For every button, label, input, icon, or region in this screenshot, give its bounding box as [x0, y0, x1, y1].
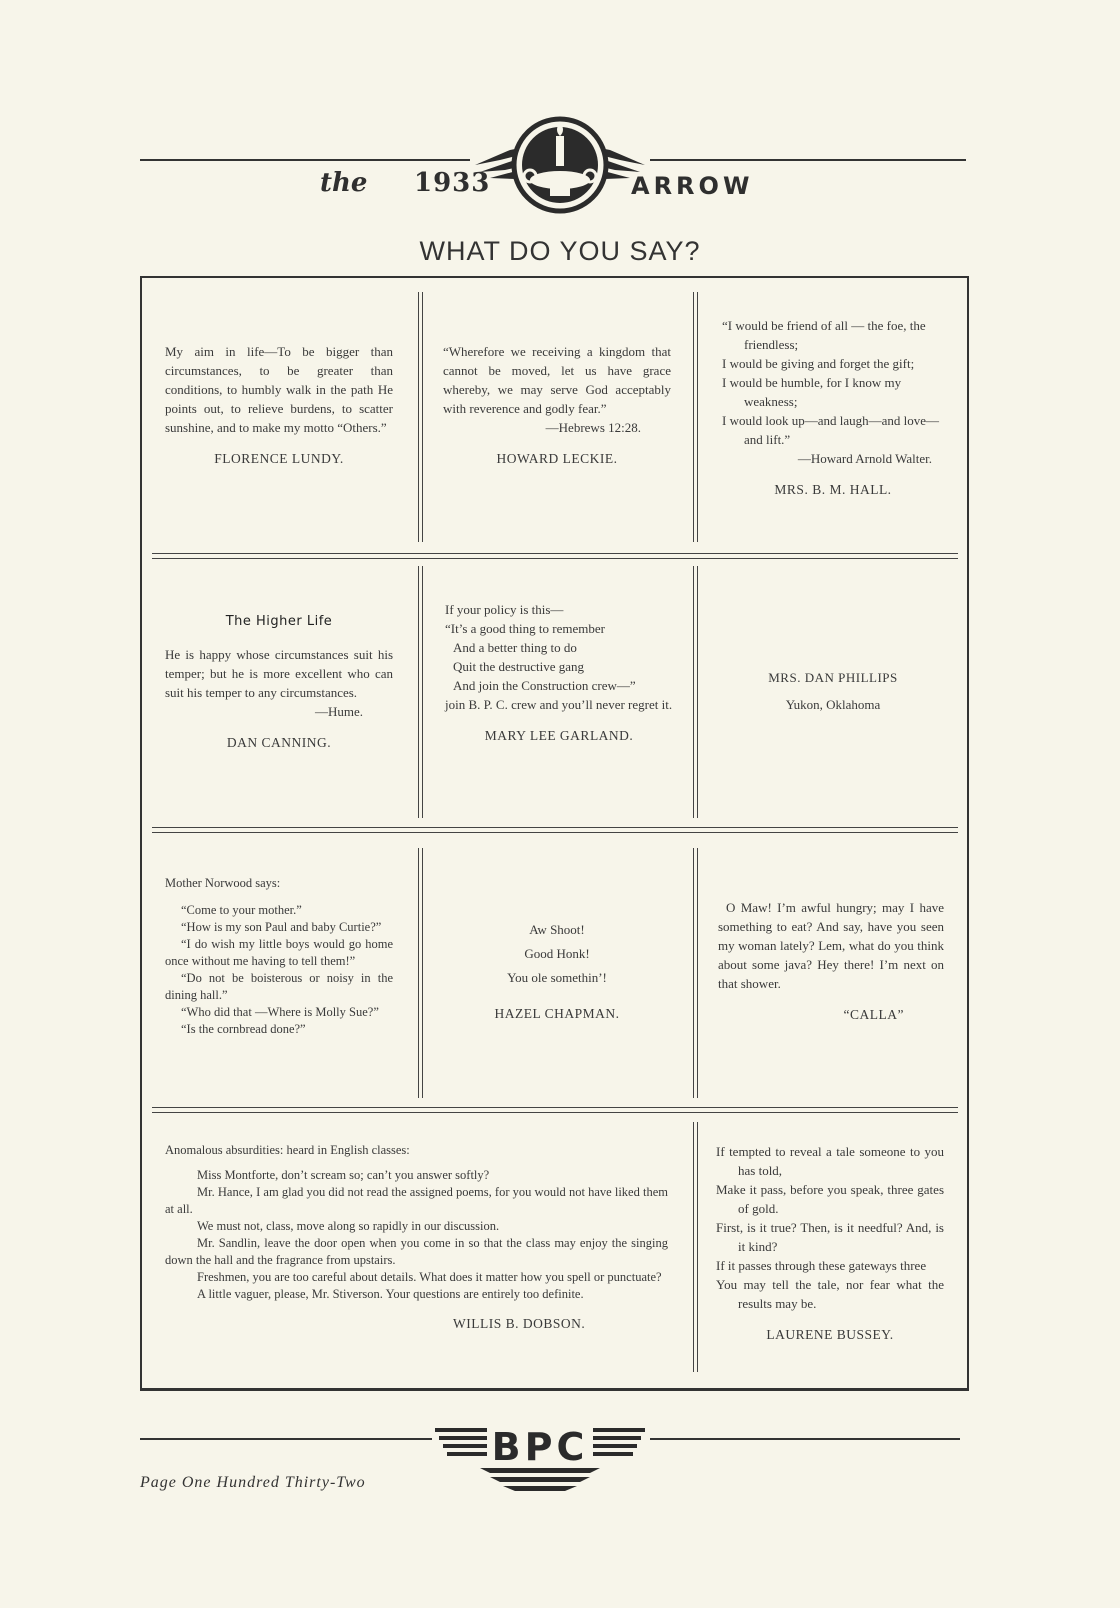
poem-line: And join the Construction crew—”	[453, 678, 636, 693]
poem-line: Quit the destructive gang	[453, 659, 585, 674]
poem-line: join B. P. C. crew and you’ll never regret it.	[445, 697, 673, 712]
poem-line: Aw Shoot!	[529, 922, 585, 937]
quote-line: “Come to your mother.”	[181, 903, 302, 917]
quote-hazel-chapman	[443, 918, 671, 1026]
poem-line: And a better thing to do	[453, 640, 577, 655]
quote-florence-lundy	[165, 342, 393, 468]
column-divider	[418, 292, 423, 542]
attribution: —Hebrews 12:28.	[545, 420, 641, 435]
quote-line: We must not, class, move along so rapidly in our discussion.	[197, 1219, 500, 1233]
poem-line: Good Honk!	[524, 946, 590, 961]
poem-line: First, is it true? Then, is it needful? And, is it kind?	[716, 1220, 944, 1254]
signature: LAURENE BUSSEY.	[766, 1327, 894, 1342]
poem-line: “It’s a good thing to remember	[445, 621, 605, 636]
attribution: —Howard Arnold Walter.	[797, 451, 932, 466]
poem-line: If your policy is this—	[445, 602, 564, 617]
column-divider	[693, 292, 698, 542]
lamp-emblem-icon	[380, 110, 740, 220]
quote-mrs-hall	[722, 316, 944, 499]
quote-line: Mr. Hance, I am glad you did not read the assigned poems, for you would not have liked them at all.	[165, 1185, 668, 1216]
poem-line: If tempted to reveal a tale someone to you has told,	[716, 1144, 944, 1178]
quote-line: Freshmen, you are too careful about details. What does it matter how you spell or punctuate?	[197, 1270, 662, 1284]
page-title: WHAT DO YOU SAY?	[419, 236, 701, 266]
column-divider	[418, 566, 423, 818]
signature: MRS. B. M. HALL.	[774, 482, 892, 497]
quote-laurene-bussey	[716, 1142, 944, 1344]
quote-text: “Wherefore we receiving a kingdom that cannot be moved, let us have grace whereby, we may serve God acceptably with reverence and godly fear.”	[443, 344, 671, 416]
header-year: 1933	[414, 168, 491, 198]
quote-line: Miss Montforte, don’t scream so; can’t you answer softly?	[197, 1168, 490, 1182]
quote-line: Mr. Sandlin, leave the door open when you come in so that the class may enjoy the singing down the hall and the fragrance from upstairs.	[165, 1236, 668, 1267]
quote-mother-norwood	[165, 875, 393, 1038]
bpc-logo-icon	[425, 1418, 655, 1498]
poem-line: Make it pass, before you speak, three gates of gold.	[716, 1182, 944, 1216]
quote-heading: The Higher Life	[225, 614, 333, 629]
page-number: Page One Hundred Thirty-Two	[140, 1474, 366, 1491]
quote-text: My aim in life—To be bigger than circumstances, to be greater than conditions, to humbly walk in the path He points out, to relieve burdens, to scatter sunshine, and to make my motto “Others.”	[165, 344, 393, 435]
quote-line: “Do not be boisterous or noisy in the dining hall.”	[165, 971, 393, 1002]
poem-line: I would be giving and forget the gift;	[722, 356, 915, 371]
signature: HOWARD LECKIE.	[496, 451, 618, 466]
row-divider	[152, 1107, 958, 1113]
header-the: the	[320, 168, 368, 198]
poem-line: I would be humble, for I know my weakness;	[722, 375, 902, 409]
row-divider	[152, 553, 958, 559]
column-divider	[418, 848, 423, 1098]
quote-calla	[718, 898, 944, 1024]
quote-intro: Mother Norwood says:	[165, 876, 281, 890]
header-name: ARROW	[631, 172, 754, 200]
column-divider	[693, 1122, 698, 1372]
quote-line: A little vaguer, please, Mr. Stiverson. Your questions are entirely too definite.	[197, 1287, 584, 1301]
poem-line: If it passes through these gateways three	[716, 1258, 927, 1273]
quote-line: “Is the cornbread done?”	[181, 1022, 306, 1036]
footer-rule-right	[650, 1438, 960, 1440]
quote-dan-canning	[165, 612, 393, 752]
quote-text: He is happy whose circumstances suit his temper; but he is more excellent who can suit his temper to any circumstances.	[165, 647, 393, 700]
bpc-logo-text: BPC	[491, 1425, 589, 1469]
poem-line: I would look up—and laugh—and love—and lift.”	[722, 413, 939, 447]
quote-willis-dobson	[165, 1142, 668, 1332]
quote-line: “I do wish my little boys would go home once without me having to tell them!”	[165, 937, 393, 968]
signature: MRS. DAN PHILLIPS	[768, 670, 898, 685]
signature: WILLIS B. DOBSON.	[453, 1316, 586, 1331]
poem-line: You may tell the tale, nor fear what the results may be.	[716, 1277, 944, 1311]
quote-mary-lee-garland	[445, 600, 673, 745]
quote-howard-leckie	[443, 342, 671, 468]
row-divider	[152, 827, 958, 833]
quote-intro: Anomalous absurdities: heard in English classes:	[165, 1143, 410, 1157]
place: Yukon, Oklahoma	[785, 697, 881, 712]
attribution: —Hume.	[314, 704, 363, 719]
signature: DAN CANNING.	[226, 735, 332, 750]
signature: FLORENCE LUNDY.	[214, 451, 344, 466]
signature: HAZEL CHAPMAN.	[494, 1006, 620, 1021]
column-divider	[693, 848, 698, 1098]
quote-line: “Who did that —Where is Molly Sue?”	[181, 1005, 379, 1019]
quote-mrs-dan-phillips	[722, 668, 944, 714]
quote-text: O Maw! I’m awful hungry; may I have something to eat? And say, have you seen my woman lately? Lem, what do you think about some java? Hey there! I’m next on that shower.	[718, 900, 944, 991]
signature: “CALLA”	[843, 1007, 904, 1022]
quote-line: “How is my son Paul and baby Curtie?”	[181, 920, 382, 934]
footer-rule-left	[140, 1438, 432, 1440]
signature: MARY LEE GARLAND.	[484, 728, 634, 743]
poem-line: “I would be friend of all — the foe, the friendless;	[722, 318, 926, 352]
poem-line: You ole somethin’!	[507, 970, 607, 985]
column-divider	[693, 566, 698, 818]
